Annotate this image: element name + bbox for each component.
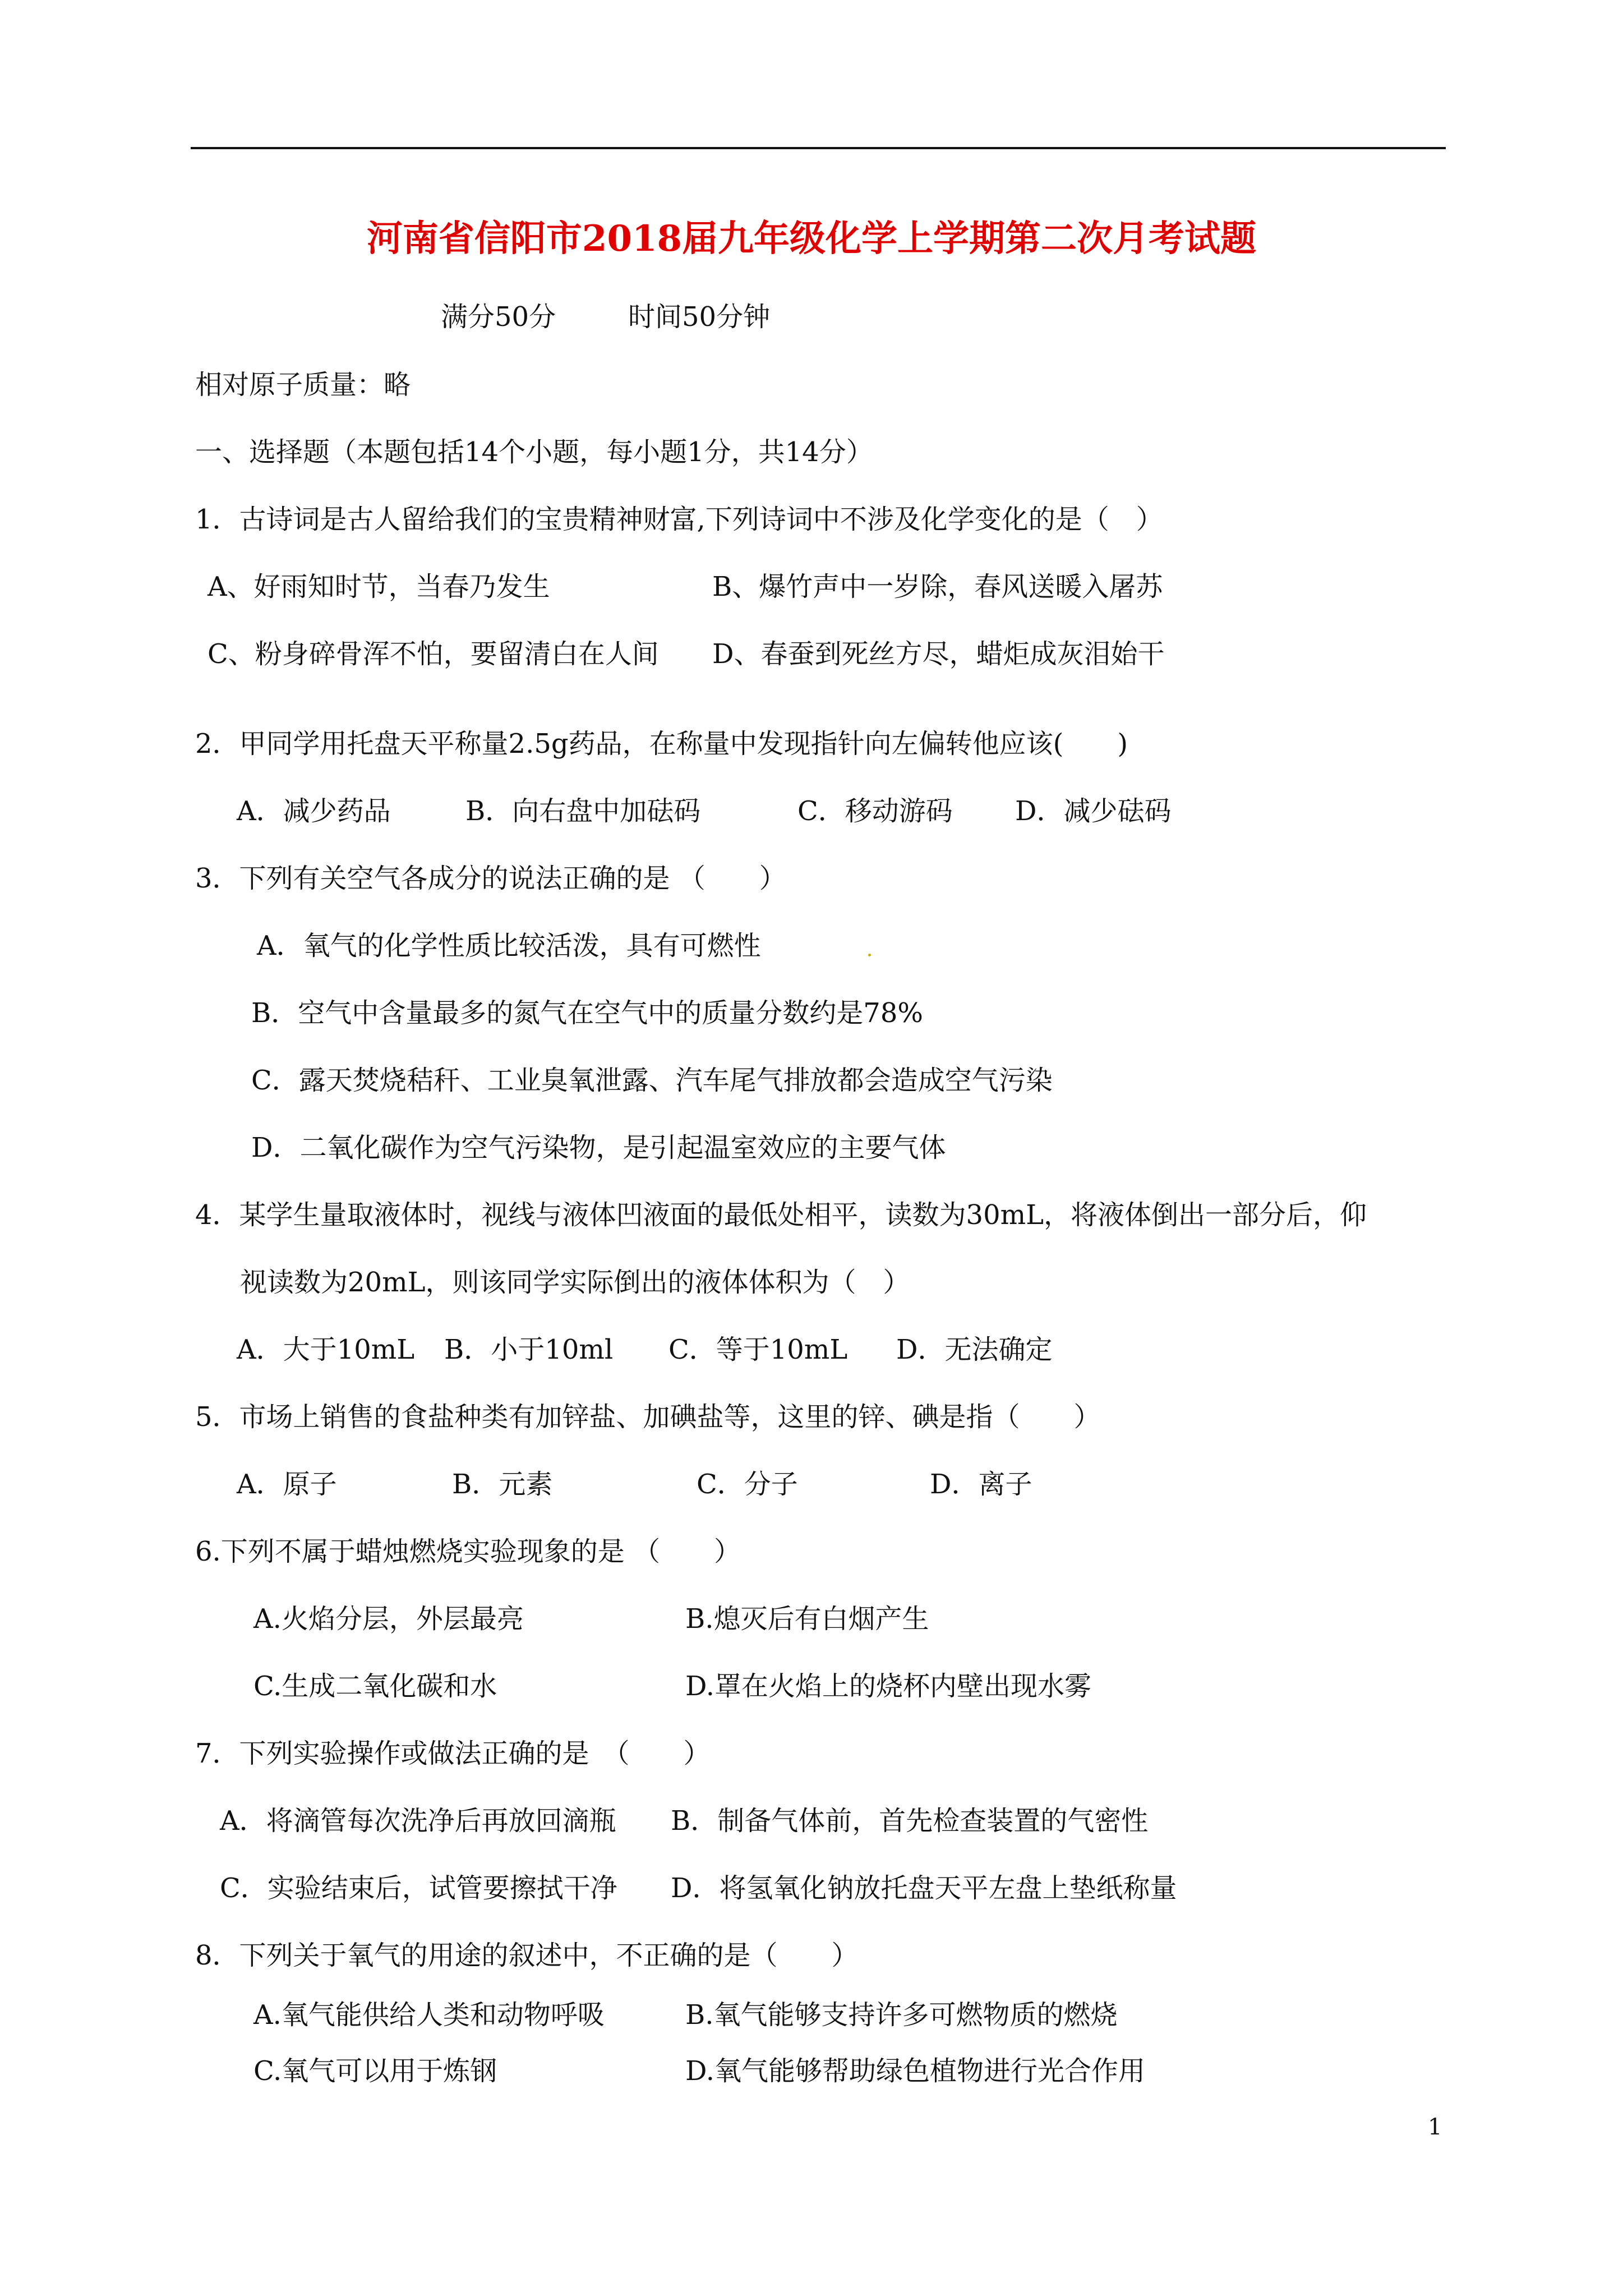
question-5-option-d: D．离子	[930, 1469, 1032, 1500]
full-score: 满分50分	[441, 301, 556, 333]
question-3-option-a: A．氧气的化学性质比较活泼，具有可燃性	[257, 930, 761, 961]
question-7-option-d: D．将氢氧化钠放托盘天平左盘上垫纸称量	[671, 1872, 1177, 1904]
question-3-option-d: D．二氧化碳作为空气污染物，是引起温室效应的主要气体	[251, 1132, 946, 1163]
question-1-option-d: D、春蚕到死丝方尽，蜡炬成灰泪始干	[712, 638, 1165, 670]
question-3-option-c: C．露天焚烧秸秆、工业臭氧泄露、汽车尾气排放都会造成空气污染	[251, 1065, 1053, 1096]
question-4-option-c: C．等于10mL	[668, 1334, 848, 1365]
question-4-option-d: D．无法确定	[896, 1334, 1053, 1365]
exam-time: 时间50分钟	[628, 301, 771, 333]
question-8-option-a: A.氧气能供给人类和动物呼吸	[253, 1999, 605, 2031]
question-7-option-b: B．制备气体前，首先检查装置的气密性	[671, 1805, 1149, 1837]
question-8-option-b: B.氧气能够支持许多可燃物质的燃烧	[685, 1999, 1118, 2031]
header-rule	[191, 147, 1446, 149]
question-2-option-c: C．移动游码	[797, 795, 953, 827]
question-5-stem: 5．市场上销售的食盐种类有加锌盐、加碘盐等，这里的锌、碘是指（ ）	[195, 1401, 1101, 1433]
atomic-mass-note: 相对原子质量：略	[195, 369, 411, 401]
question-2-option-d: D．减少砝码	[1015, 795, 1172, 827]
question-4-option-a: A．大于10mL	[237, 1334, 415, 1365]
page-title: 河南省信阳市2018届九年级化学上学期第二次月考试题	[366, 218, 1257, 260]
question-8-option-d: D.氧气能够帮助绿色植物进行光合作用	[685, 2055, 1146, 2087]
question-3-stem: 3．下列有关空气各成分的说法正确的是 （ ）	[195, 863, 786, 894]
question-1-option-a: A、好雨知时节，当春乃发生	[208, 571, 550, 602]
question-6-option-c: C.生成二氧化碳和水	[253, 1671, 497, 1702]
question-1-stem: 1．古诗词是古人留给我们的宝贵精神财富,下列诗词中不涉及化学变化的是（ ）	[195, 504, 1163, 535]
question-5-option-b: B．元素	[452, 1469, 553, 1500]
question-7-option-c: C．实验结束后，试管要擦拭干净	[220, 1872, 617, 1904]
question-7-option-a: A．将滴管每次洗净后再放回滴瓶	[220, 1805, 616, 1837]
question-8-stem: 8．下列关于氧气的用途的叙述中，不正确的是（ ）	[195, 1940, 859, 1971]
question-7-stem: 7．下列实验操作或做法正确的是 （ ）	[195, 1738, 711, 1769]
question-1-option-c: C、粉身碎骨浑不怕，要留清白在人间	[208, 638, 659, 670]
question-8-option-c: C.氧气可以用于炼钢	[253, 2055, 497, 2087]
question-5-option-c: C．分子	[697, 1469, 798, 1500]
question-1-option-b: B、爆竹声中一岁除，春风送暖入屠苏	[712, 571, 1163, 602]
question-4-stem: 4．某学生量取液体时，视线与液体凹液面的最低处相平，读数为30mL，将液体倒出一部分后，仰	[195, 1199, 1367, 1231]
question-2-option-b: B．向右盘中加砝码	[465, 795, 701, 827]
question-4-stem-continued: 视读数为20mL，则该同学实际倒出的液体体积为（ ）	[240, 1267, 910, 1298]
question-5-option-a: A．原子	[237, 1469, 337, 1500]
question-6-stem: 6.下列不属于蜡烛燃烧实验现象的是 （ ）	[195, 1536, 741, 1567]
question-6-option-b: B.熄灭后有白烟产生	[685, 1603, 929, 1635]
question-6-option-d: D.罩在火焰上的烧杯内壁出现水雾	[685, 1671, 1092, 1702]
section-heading: 一、选择题（本题包括14个小题，每小题1分，共14分）	[195, 436, 873, 468]
question-6-option-a: A.火焰分层，外层最亮	[253, 1603, 524, 1635]
question-4-option-b: B．小于10ml	[444, 1334, 614, 1365]
question-2-stem: 2．甲同学用托盘天平称量2.5g药品，在称量中发现指针向左偏转他应该( )	[195, 728, 1128, 760]
question-3-option-b: B．空气中含量最多的氮气在空气中的质量分数约是78%	[251, 997, 923, 1029]
question-2-option-a: A．减少药品	[237, 795, 391, 827]
stray-speck	[868, 954, 871, 956]
page-number: 1	[1428, 2114, 1442, 2140]
